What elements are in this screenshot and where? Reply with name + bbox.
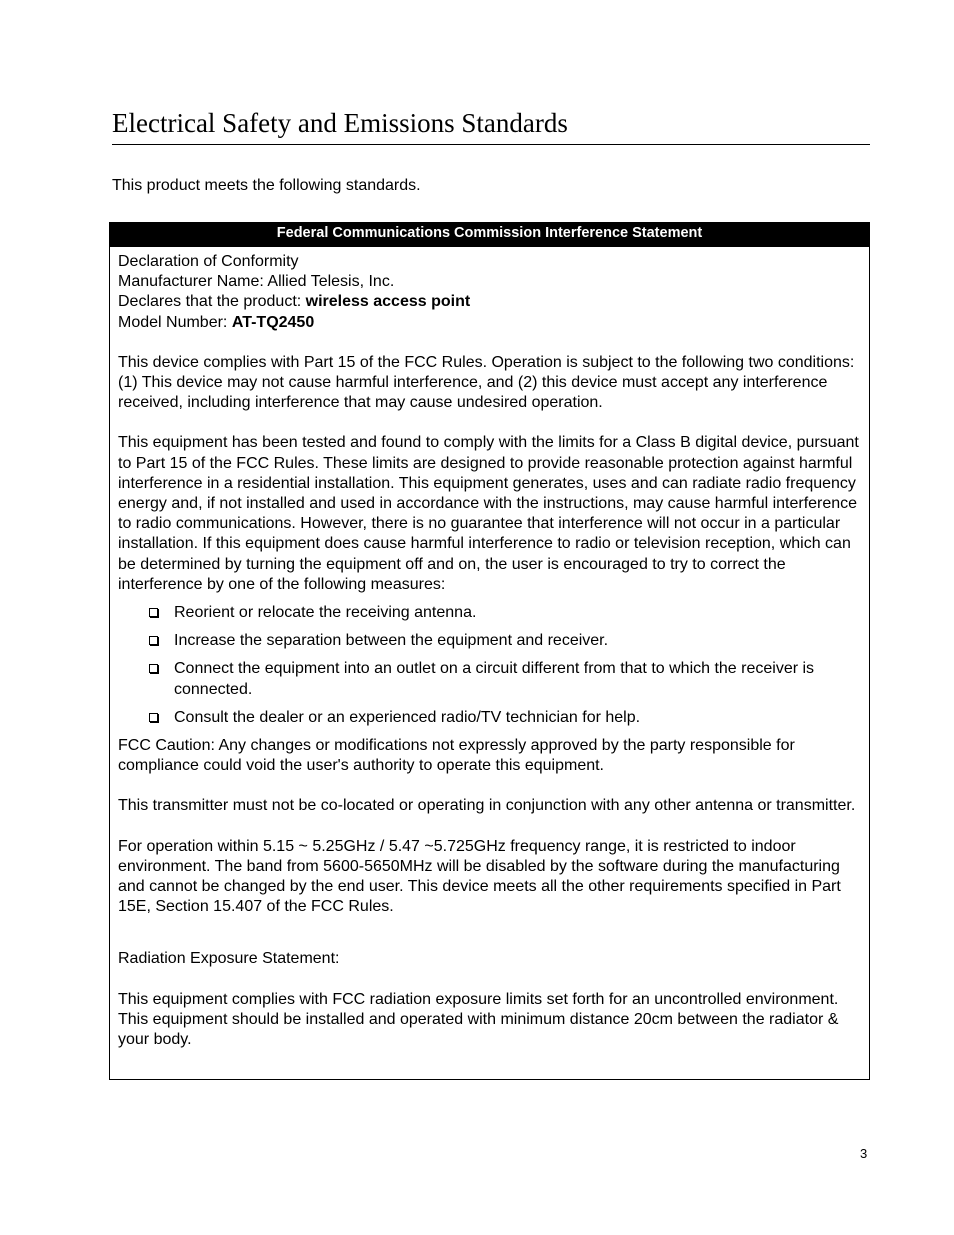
list-item xyxy=(146,708,860,728)
intro-text: This product meets the following standards. xyxy=(112,177,421,194)
fcc-statement-body xyxy=(110,247,869,1050)
part15-paragraph: This device complies with Part 15 of the FCC Rules. Operation is subject to the following two conditions: (1) This device may not cause harmful interference, and (2) this device must accept any interference received, including interference that may cause undesired operation. xyxy=(118,353,855,412)
manufacturer-text: Manufacturer Name: Allied Telesis, Inc. xyxy=(118,273,395,291)
measure-text: Consult the dealer or an experienced radio/TV technician for help. xyxy=(174,708,641,726)
box-bullet-icon xyxy=(149,664,158,673)
frequency-paragraph: For operation within 5.15 ~ 5.25GHz / 5.47 ~5.725GHz frequency range, it is restricted to indoor environment. The band from 5600-5650MHz will be disabled by the software during the manufacturing and cannot be changed by the end user. This device meets all the other requirements specified in Part 15E, Section 15.407 of the FCC Rules. xyxy=(118,837,841,916)
radiation-paragraph: This equipment complies with FCC radiation exposure limits set forth for an uncontrolled environment. This equipment should be installed and operated with minimum distance 20cm between the radiator & your body. xyxy=(118,990,839,1049)
model-label: Model Number: xyxy=(118,313,232,331)
box-bullet-icon xyxy=(149,713,158,722)
classb-paragraph: This equipment has been tested and found to comply with the limits for a Class B digital device, pursuant to Part 15 of the FCC Rules. These limits are designed to provide reasonable protection against harmful interference in a residential installation. This equipment generates, uses and can radiate radio frequency energy and, if not installed and used in accordance with the instructions, may cause harmful interference to radio communications. However, there is no guarantee that interference will not occur in a particular installation. If this equipment does cause harmful interference to radio or television reception, which can be determined by turning the equipment off and on, the user is encouraged to try to correct the interference by one of the following measures: xyxy=(118,434,859,593)
measures-list xyxy=(118,603,860,728)
measure-text: Reorient or relocate the receiving antenna. xyxy=(174,604,477,622)
page-title: Electrical Safety and Emissions Standards xyxy=(112,106,870,145)
transmitter-paragraph: This transmitter must not be co-located or operating in conjunction with any other antenna or transmitter. xyxy=(118,797,856,815)
measure-text: Connect the equipment into an outlet on a circuit different from that to which the receiver is connected. xyxy=(174,660,815,698)
box-bullet-icon xyxy=(149,636,158,645)
list-item xyxy=(146,631,860,651)
product-value: wireless access point xyxy=(305,293,471,311)
model-line xyxy=(118,313,860,333)
page-number: 3 xyxy=(860,1146,868,1161)
product-label: Declares that the product: xyxy=(118,293,306,311)
box-bullet-icon xyxy=(149,608,158,617)
radiation-heading: Radiation Exposure Statement: xyxy=(118,950,340,968)
caution-paragraph: FCC Caution: Any changes or modifications not expressly approved by the party responsible for compliance could void the user's authority to operate this equipment. xyxy=(118,737,795,775)
fcc-statement-header: Federal Communications Commission Interference Statement xyxy=(110,223,869,247)
declaration-text: Declaration of Conformity xyxy=(118,253,299,270)
product-line xyxy=(118,292,860,312)
list-item xyxy=(146,659,860,699)
fcc-statement-box xyxy=(109,222,870,1080)
list-item xyxy=(146,603,860,623)
measure-text: Increase the separation between the equipment and receiver. xyxy=(174,632,609,650)
model-value: AT-TQ2450 xyxy=(231,313,315,331)
